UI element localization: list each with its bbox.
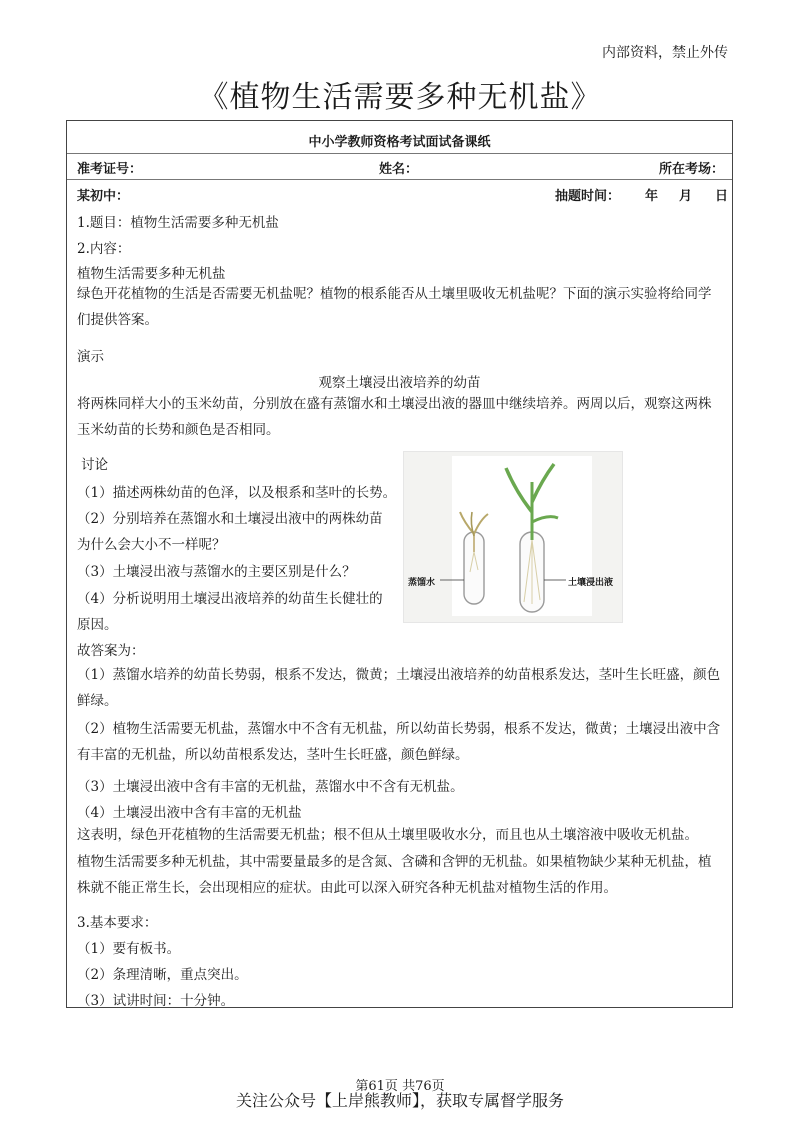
document-title: 《植物生活需要多种无机盐》 — [198, 80, 602, 115]
intro-paragraph: 绿色开花植物的生活是否需要无机盐呢？植物的根系能否从土壤里吸收无机盐呢？下面的演示实验将给同学们提供答案。 — [77, 286, 712, 328]
answer-3: （3）土壤浸出液中含有丰富的无机盐，蒸馏水中不含有无机盐。 — [77, 779, 464, 795]
month-label: 月 — [679, 189, 693, 204]
answer-2: （2）植物生活需要无机盐，蒸馏水中不含有无机盐，所以幼苗长势弱，根系不发达，微黄；土壤浸出液中含有丰富的无机盐，所以幼苗根系发达，茎叶生长旺盛，颜色鲜绿。 — [77, 721, 721, 763]
question-4-cont: 原因。 — [77, 617, 118, 633]
name-label: 姓名： — [379, 162, 419, 177]
year-label: 年 — [645, 189, 659, 204]
label-distilled-water: 蒸馏水 — [408, 578, 436, 588]
page-number: 第61页 共76页 — [355, 1079, 445, 1094]
divider — [67, 153, 732, 154]
requirement-2: （2）条理清晰，重点突出。 — [77, 967, 248, 983]
internal-note: 内部资料，禁止外传 — [602, 45, 728, 61]
experiment-paragraph: 将两株同样大小的玉米幼苗，分别放在盛有蒸馏水和土壤浸出液的器皿中继续培养。两周以后，观察这两株玉米幼苗的长势和颜色是否相同。 — [77, 396, 712, 438]
day-label: 日 — [715, 189, 729, 204]
divider — [67, 179, 732, 180]
requirements-label: 3.基本要求： — [77, 915, 158, 931]
question-2: （2）分别培养在蒸馏水和土壤浸出液中的两株幼苗 — [77, 511, 383, 527]
experiment-figure — [403, 451, 623, 623]
requirement-1: （1）要有板书。 — [77, 941, 181, 957]
school-label: 某初中： — [77, 189, 130, 204]
demo-label: 演示 — [77, 349, 104, 365]
draw-time-label: 抽题时间： — [555, 189, 621, 204]
exam-id-label: 准考证号： — [77, 162, 143, 177]
answers-label: 故答案为： — [77, 643, 145, 659]
question-1: （1）描述两株幼苗的色泽，以及根系和茎叶的长势。 — [77, 485, 397, 501]
experiment-title: 观察土壤浸出液培养的幼苗 — [318, 375, 481, 391]
subtitle: 植物生活需要多种无机盐 — [77, 266, 226, 282]
question-4: （4）分析说明用土壤浸出液培养的幼苗生长健壮的 — [77, 591, 383, 607]
form-heading: 中小学教师资格考试面试备课纸 — [308, 135, 491, 150]
answer-4: （4）土壤浸出液中含有丰富的无机盐 — [77, 805, 302, 821]
venue-label: 所在考场： — [658, 162, 724, 177]
answer-1: （1）蒸馏水培养的幼苗长势弱，根系不发达，微黄；土壤浸出液培养的幼苗根系发达，茎叶生长旺盛，颜色鲜绿。 — [77, 667, 721, 709]
topic-line: 1.题目：植物生活需要多种无机盐 — [77, 215, 279, 231]
footer-promo: 关注公众号【上岸熊教师】，获取专属督学服务 — [235, 1091, 564, 1110]
question-2-cont: 为什么会大小不一样呢？ — [77, 537, 226, 553]
requirement-3: （3）试讲时间：十分钟。 — [77, 993, 235, 1009]
lesson-prep-form — [66, 120, 733, 1008]
content-label: 2.内容： — [77, 241, 131, 257]
discussion-label: 讨论 — [81, 457, 108, 473]
question-3: （3）土壤浸出液与蒸馏水的主要区别是什么？ — [77, 564, 356, 580]
conclusion-2: 植物生活需要多种无机盐，其中需要量最多的是含氮、含磷和含钾的无机盐。如果植物缺少某种无机盐，植株就不能正常生长，会出现相应的症状。由此可以深入研究各种无机盐对植物生活的作用。 — [77, 854, 712, 896]
seedling-tubes-illustration — [404, 452, 622, 622]
conclusion-1: 这表明，绿色开花植物的生活需要无机盐；根不但从土壤里吸收水分，而且也从土壤溶液中吸收无机盐。 — [77, 827, 698, 843]
label-soil-extract: 土壤浸出液 — [568, 578, 614, 588]
